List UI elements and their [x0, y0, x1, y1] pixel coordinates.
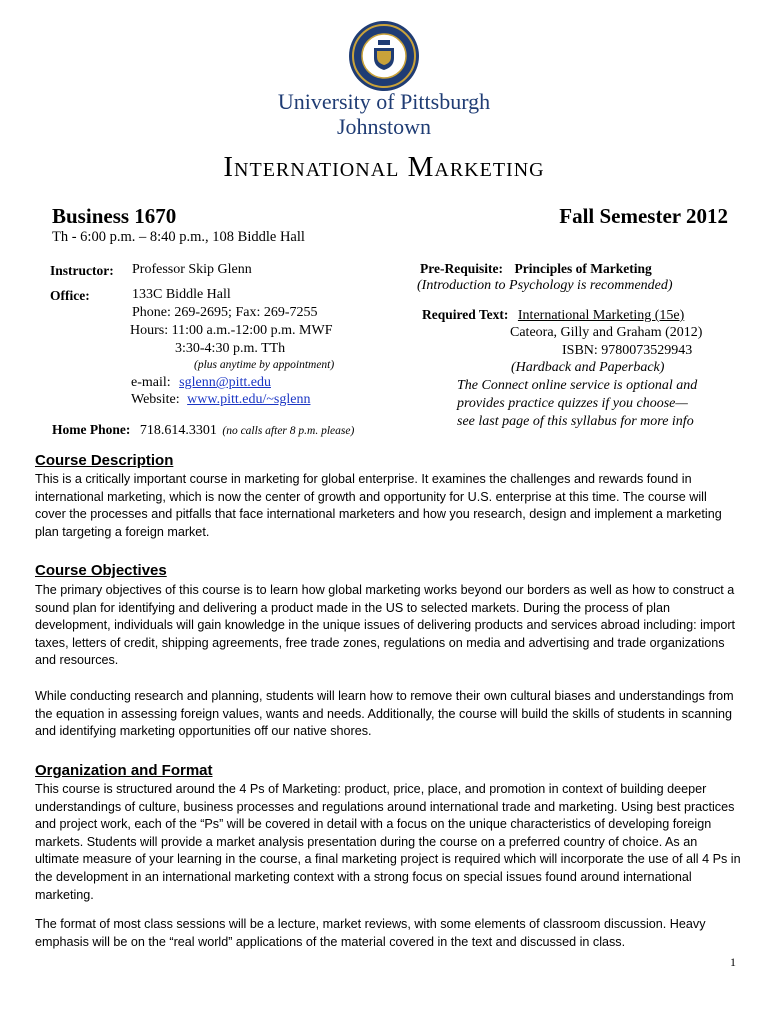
website-link[interactable]: www.pitt.edu/~sglenn [187, 392, 311, 407]
instructor-name: Professor Skip Glenn [132, 262, 252, 277]
class-schedule: Th - 6:00 p.m. – 8:40 p.m., 108 Biddle Hall [52, 229, 305, 245]
text-format: (Hardback and Paperback) [511, 360, 665, 375]
prereq-label: Pre-Requisite: [420, 261, 503, 276]
office-label: Office: [50, 288, 90, 303]
course-objectives-body-2: While conducting research and planning, students will learn how to remove their own cultural biases and understandings from the equation in assessing foreign values, wants and needs. Additionally, the course will build the skills of students in scanning and identifying marketing opportunities off our native shores. [35, 689, 734, 739]
connect-note-2: provides practice quizzes if you choose— [457, 396, 688, 411]
office-hours: Hours: 11:00 a.m.-12:00 p.m. MWF [130, 323, 333, 338]
email-label: e-mail: [131, 375, 171, 390]
email-row [131, 375, 271, 391]
course-description-heading: Course Description [35, 452, 174, 469]
required-text-row [422, 307, 684, 324]
course-number: Business 1670 [52, 204, 177, 228]
home-phone: 718.614.3301 [139, 423, 217, 438]
required-text-label: Required Text: [422, 307, 509, 322]
course-objectives-heading: Course Objectives [35, 562, 167, 579]
website-label: Website: [131, 392, 180, 407]
prereq-row [420, 261, 652, 278]
prereq-value: Principles of Marketing [514, 261, 652, 276]
organization-body-1: This course is structured around the 4 Ps of Marketing: product, price, place, and promotion in context of building deeper understandings of culture, business processes and regulations around international trade and marketing. Using best practices and project work, each of the “Ps” will be covered in detail with a focus on the unique characteristics of developing foreign markets. Students will provide a market analysis presentation during the course on a preferred country of choice. As an ultimate measure of your learning in the course, a final marketing project is required which will incorporate the use of all 4 Ps in the development in an international marketing context with a strong focus on special issues found around international marketing. [35, 782, 741, 902]
prereq-note: (Introduction to Psychology is recommended) [417, 278, 673, 293]
university-name: University of Pittsburgh [277, 89, 491, 114]
connect-note-1: The Connect online service is optional and [457, 378, 698, 393]
home-phone-row [52, 422, 354, 439]
organization-heading: Organization and Format [35, 762, 213, 779]
office-phone: Phone: 269-2695; Fax: 269-7255 [132, 305, 318, 320]
course-description-body: This is a critically important course in marketing for global enterprise. It examines the challenges and rewards found in international marketing, which is now the center of growth and opportunity for U.S. enterprise at this time. The course will cover the processes and pitfalls that face international marketers and how you research, design and implement a marketing plan targeting a foreign market. [35, 472, 722, 539]
website-row [131, 392, 310, 408]
office-hours-tth: 3:30-4:30 p.m. TTh [175, 341, 286, 356]
office-hours-note: (plus anytime by appointment) [194, 359, 335, 371]
course-objectives-body-1: The primary objectives of this course is to learn how global marketing works beyond our borders as well as how to construct a sound plan for identifying and delivering a product made in the US to selected markets. During the process of plan development, individuals will gain knowledge in the unique issues of delivering products and services abroad including: import taxes, letters of credit, shipping agreements, free trade zones, regulations on media and advertising and trade organizations and resources. [35, 583, 736, 668]
text-isbn: ISBN: 9780073529943 [562, 343, 693, 358]
office-location: 133C Biddle Hall [132, 287, 231, 302]
text-authors: Cateora, Gilly and Graham (2012) [510, 325, 703, 340]
connect-note-3: see last page of this syllabus for more info [457, 414, 694, 429]
document-title: International Marketing [223, 151, 545, 183]
university-seal [348, 20, 420, 92]
required-text-title: International Marketing (15e) [517, 308, 685, 323]
home-phone-note: (no calls after 8 p.m. please) [222, 425, 355, 437]
organization-body-2: The format of most class sessions will be a lecture, market reviews, with some elements of classroom discussion. Heavy emphasis will be on the “real world” applications of the material covered in the text and discussed in class. [35, 917, 706, 949]
home-phone-label: Home Phone: [52, 422, 131, 437]
semester: Fall Semester 2012 [559, 204, 728, 228]
page-number: 1 [730, 955, 736, 969]
instructor-label: Instructor: [50, 263, 114, 278]
email-link[interactable]: sglenn@pitt.edu [179, 375, 271, 390]
campus-name: Johnstown [336, 114, 432, 139]
